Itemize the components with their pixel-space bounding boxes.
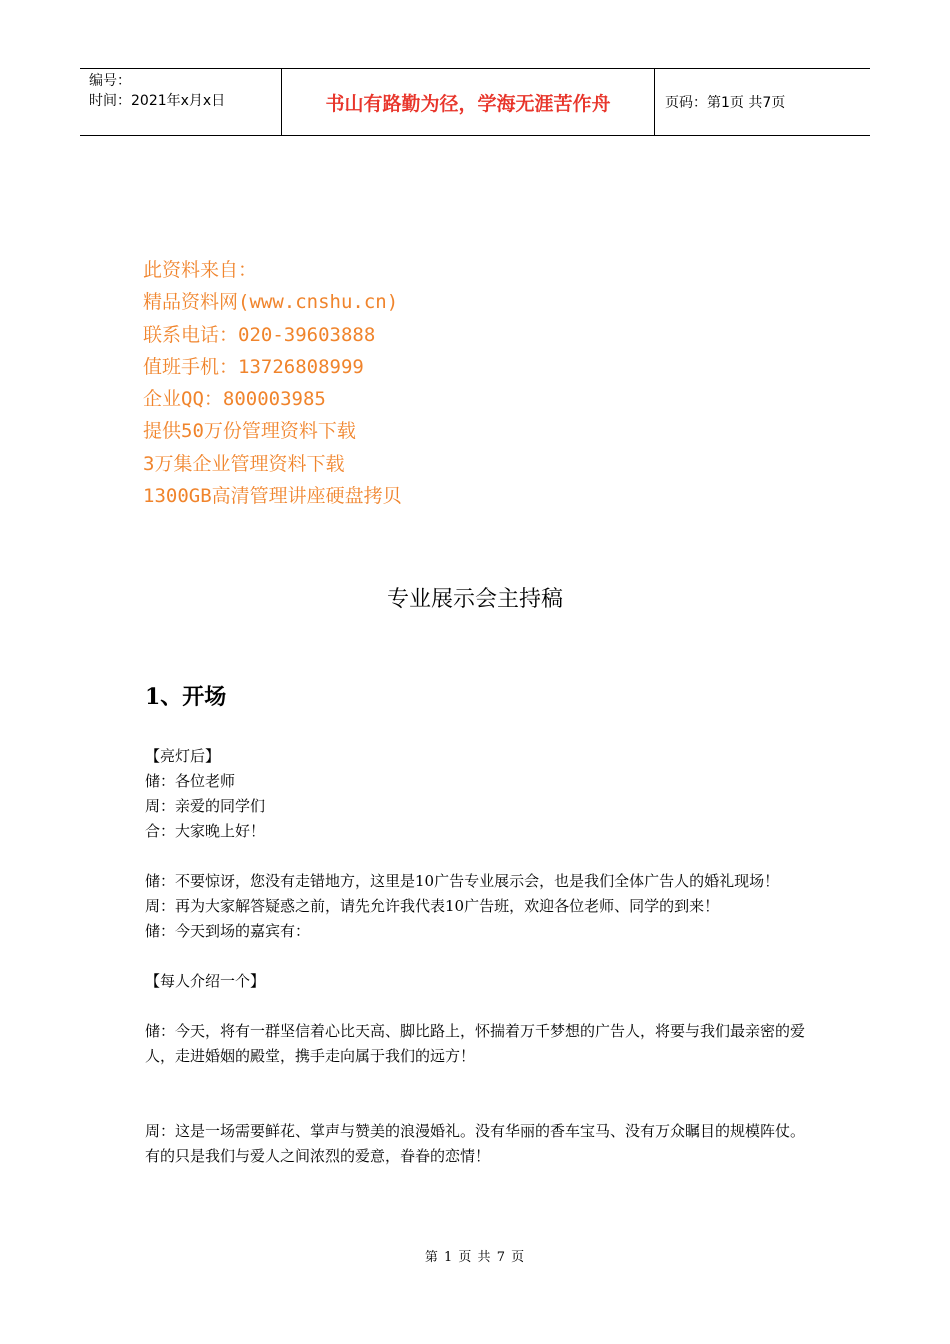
document-title: 专业展示会主持稿	[386, 587, 563, 612]
number-label: 编号：	[89, 73, 131, 89]
ad-line: 值班手机：13726808999	[143, 355, 364, 378]
ad-line: 精品资料网(www.cnshu.cn)	[143, 291, 399, 314]
page-info: 页码：第1页 共7页	[665, 95, 786, 111]
page-footer: 第 1 页 共 7 页	[424, 1250, 526, 1265]
section-heading: 1、开场	[145, 684, 227, 710]
paragraph: 储：今天到场的嘉宾有：	[145, 922, 311, 940]
ad-line: 提供50万份管理资料下载	[143, 420, 356, 443]
paragraph: 周：再为大家解答疑惑之前，请先允许我代表10广告班，欢迎各位老师、同学的到来！	[145, 897, 720, 915]
paragraph: 【每人介绍一个】	[145, 972, 266, 990]
ad-block	[143, 254, 402, 512]
paragraph: 周：这是一场需要鲜花、掌声与赞美的浪漫婚礼。没有华丽的香车宝马、没有万众瞩目的规模阵仗。有的只是我们与爱人之间浓烈的爱意，眷眷的恋情！	[145, 1122, 806, 1165]
paragraph: 合：大家晚上好！	[145, 822, 266, 840]
header-table	[80, 68, 870, 136]
paragraph: 储：不要惊讶，您没有走错地方，这里是10广告专业展示会，也是我们全体广告人的婚礼现场！	[145, 872, 780, 890]
ad-line: 企业QQ：800003985	[143, 388, 326, 411]
motto: 书山有路勤为径，学海无涯苦作舟	[282, 69, 655, 135]
ad-line: 联系电话：020-39603888	[143, 323, 376, 346]
ad-line: 此资料来自：	[143, 259, 258, 281]
paragraph: 储：各位老师	[145, 772, 236, 790]
ad-line: 1300GB高清管理讲座硬盘拷贝	[143, 485, 402, 508]
date-label: 时间：2021年x月x日	[89, 93, 226, 109]
paragraph: 储：今天，将有一群坚信着心比天高、脚比路上，怀揣着万千梦想的广告人，将要与我们最亲密的爱人，走进婚姻的殿堂，携手走向属于我们的远方！	[145, 1022, 806, 1065]
header-left-cell	[80, 69, 282, 135]
paragraph: 【亮灯后】	[145, 747, 221, 765]
document-body	[145, 744, 815, 1169]
ad-line: 3万集企业管理资料下载	[143, 452, 345, 475]
paragraph: 周：亲爱的同学们	[145, 797, 266, 815]
